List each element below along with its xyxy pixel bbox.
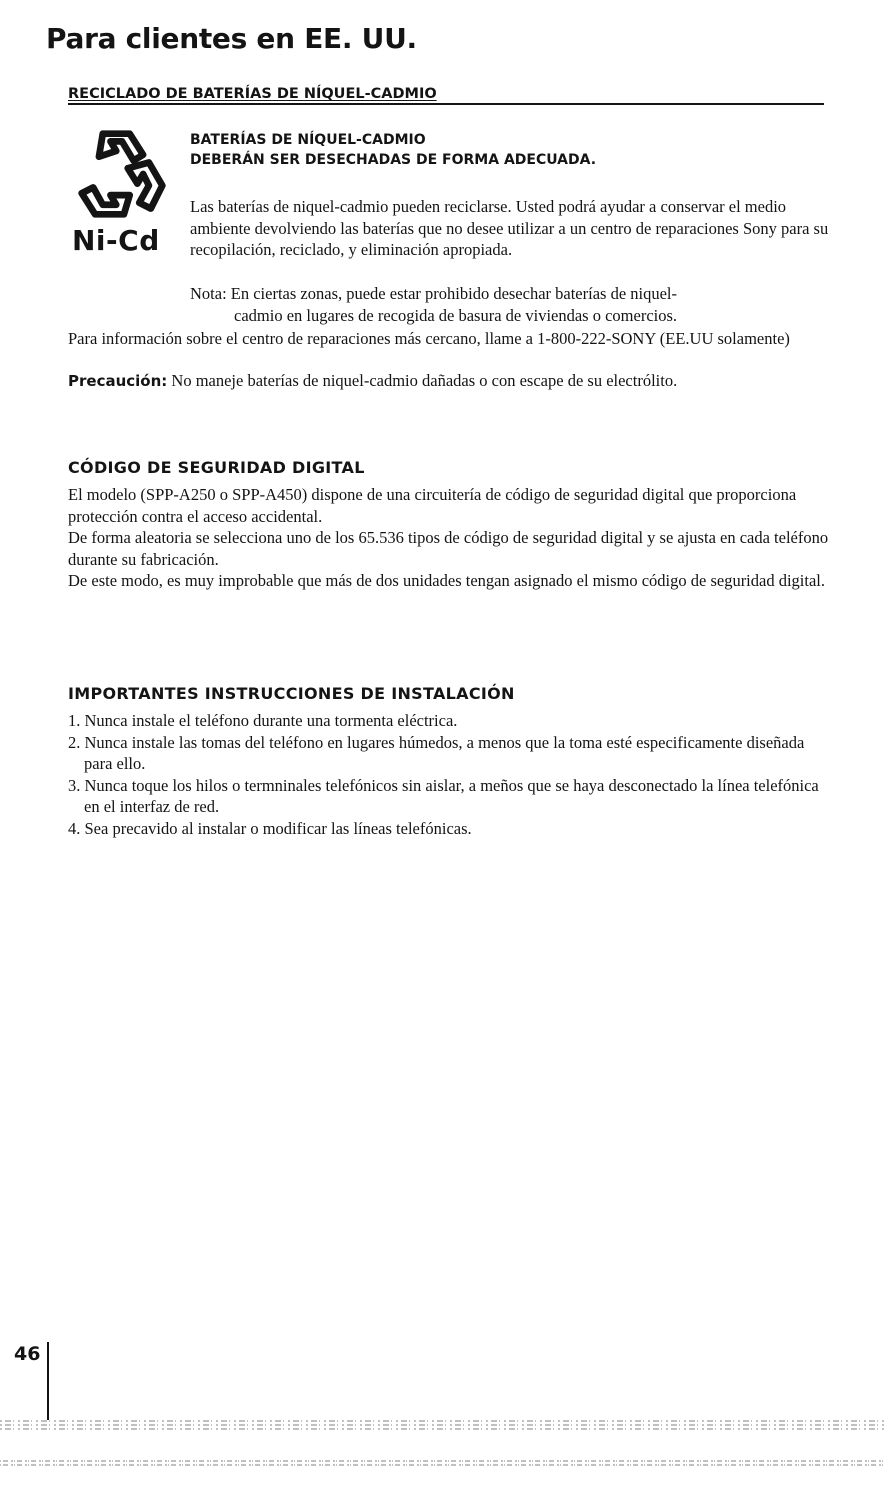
digital-security-body — [68, 484, 830, 592]
list-item: 1. Nunca instale el teléfono durante una tormenta eléctrica. — [68, 711, 458, 730]
scan-artifact-bottom — [0, 1456, 884, 1470]
digital-security-p2: De forma aleatoria se selecciona uno de los 65.536 tipos de código de seguridad digital y se ajusta en cada teléfono durante su fabricación. — [68, 528, 829, 569]
page-title: Para clientes en EE. UU. — [46, 22, 417, 55]
precaution — [68, 370, 830, 393]
digital-security-p1: El modelo (SPP-A250 o SPP-A450) dispone de una circuitería de código de seguridad digital que proporciona protección contra el acceso accidental. — [68, 485, 797, 526]
installation-list — [68, 710, 830, 839]
recycling-heading: RECICLADO DE BATERÍAS DE NÍQUEL-CADMIO — [68, 86, 824, 105]
note-line-1: Nota: En ciertas zonas, puede estar prohibido desechar baterías de niquel- — [190, 284, 678, 303]
page-number-rule — [47, 1342, 49, 1420]
installation-heading: IMPORTANTES INSTRUCCIONES DE INSTALACIÓN — [68, 684, 515, 703]
recycle-icon — [74, 126, 170, 222]
battery-warning — [190, 130, 596, 170]
list-item: 4. Sea precavido al instalar o modificar las líneas telefónicas. — [68, 818, 472, 838]
recycling-note — [190, 283, 835, 326]
nicd-label: Ni-Cd — [72, 224, 160, 257]
digital-security-heading: CÓDIGO DE SEGURIDAD DIGITAL — [68, 458, 365, 477]
note-line-2: cadmio en lugares de recogida de basura de viviendas o comercios. — [234, 305, 678, 325]
page-number: 46 — [14, 1343, 41, 1365]
warning-line-2: DEBERÁN SER DESECHADAS DE FORMA ADECUADA. — [190, 152, 597, 168]
list-item: 2. Nunca instale las tomas del teléfono en lugares húmedos, a menos que la toma esté especificamente diseñada para ello. — [68, 732, 805, 773]
precaution-text: No maneje baterías de niquel-cadmio dañadas o con escape de su electrólito. — [167, 371, 678, 390]
service-info: Para información sobre el centro de reparaciones más cercano, llame a 1-800-222-SONY (EE.UU solamente) — [68, 329, 790, 348]
recycling-body: Las baterías de niquel-cadmio pueden reciclarse. Usted podrá ayudar a conservar el medio ambiente devolviendo las baterías que no desee utilizar a un centro de reparaciones Sony para su recopilación, reciclado, y eliminación apropiada. — [190, 197, 829, 259]
list-item: 3. Nunca toque los hilos o termninales telefónicos sin aislar, a meños que se haya desconectado la línea telefónica en el interfaz de red. — [68, 775, 819, 816]
digital-security-p3: De este modo, es muy improbable que más de dos unidades tengan asignado el mismo código de seguridad digital. — [68, 571, 826, 590]
precaution-label: Precaución: — [68, 372, 168, 390]
scan-artifact-top — [0, 1418, 884, 1432]
warning-line-1: BATERÍAS DE NÍQUEL-CADMIO — [190, 132, 426, 148]
